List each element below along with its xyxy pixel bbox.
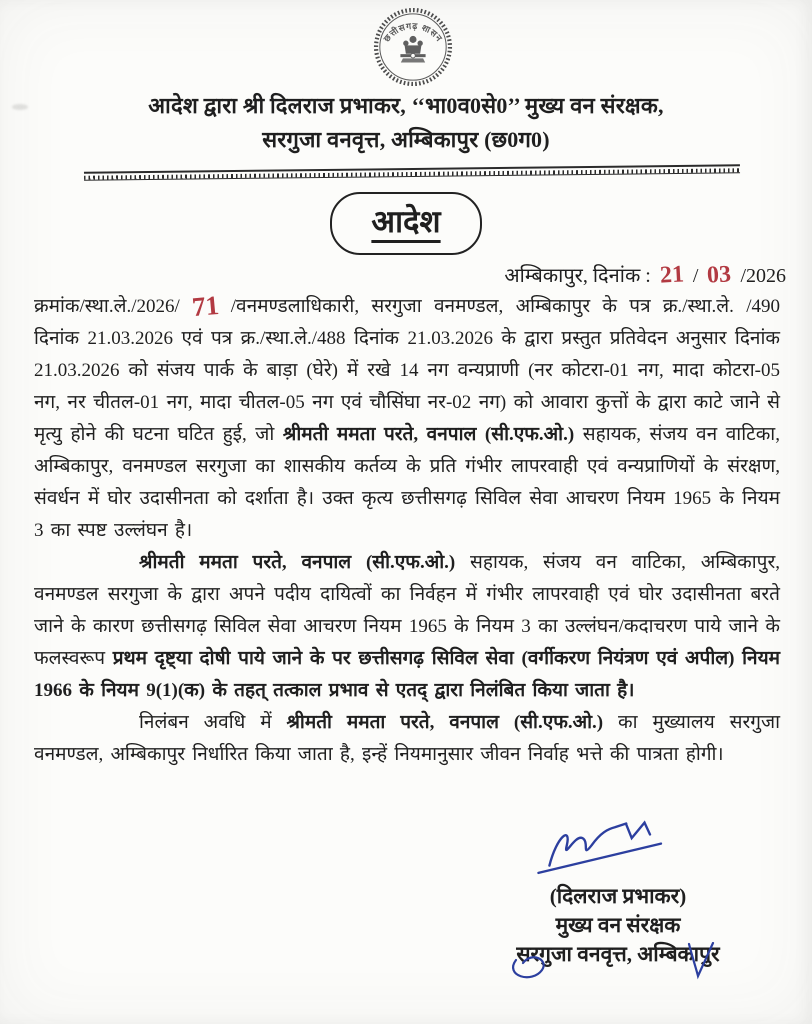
order-body (0, 289, 812, 771)
chhattisgarh-govt-seal-icon (371, 5, 455, 89)
place-date-line (0, 263, 812, 289)
decorative-rule (84, 164, 740, 180)
paragraph-reference-incident: क्रमांक/स्था.ले./2026/ 71 /वनमण्डलाधिकारी, सरगुजा वनमण्डल, अम्बिकापुर के पत्र क्र./स्था.ले. /490 दिनांक 21.03.2026 एवं पत्र क्र./स्था.ले./488 दिनांक 21.03.2026 के द्वारा प्रस्तुत प्रतिवेदन अनुसार दिनांक 21.03.2026 को संजय पार्क के बाड़ा (घेरे) में रखे 14 नग वन्यप्राणी (नर कोटरा-01 नग, मादा कोटरा-05 नग, नर चीतल-01 नग, मादा चीतल-05 नग एवं चौसिंघा नर-02 नग) को आवारा कुत्तों के द्वारा काटे जाने से मृत्यु होने की घटना घटित हुई, जो श्रीमती ममता परते, वनपाल (सी.एफ.ओ.) सहायक, संजय वन वाटिका, अम्बिकापुर, वनमण्डल सरगुजा का शासकीय कर्तव्य के प्रति गंभीर लापरवाही एवं वन्यप्राणियों के संरक्षण, संवर्धन में घोर उदासीनता को दर्शाता है। उक्त कृत्य छत्तीसगढ़ सिविल सेवा आचरण नियम 1965 के नियम 3 का स्पष्ट उल्लंघन है। (34, 289, 780, 541)
paragraph-suspension-order: श्रीमती ममता परते, वनपाल (सी.एफ.ओ.) सहायक, संजय वन वाटिका, अम्बिकापुर, वनमण्डल सरगुजा के द्वारा अपने पदीय दायित्वों का निर्वहन में गंभीर लापरवाही एवं घोर उदासीनता बरते जाने के कारण छत्तीसगढ़ सिविल सेवा आचरण नियम 1965 के नियम 3 का उल्लंघन/कदाचरण पाये जाने के फलस्वरूप प्रथम दृष्ट्या दोषी पाये जाने के पर छत्तीसगढ़ सिविल सेवा (वर्गीकरण नियंत्रण एवं अपील) नियम 1966 के नियम 9(1)(क) के तहत् तत्काल प्रभाव से एतद् द्वारा निलंबित किया जाता है। (34, 552, 780, 701)
signatory-office-row (458, 940, 778, 969)
place-date-prefix: अम्बिकापुर, दिनांक : (504, 265, 651, 287)
ashoka-lion-capital-icon (400, 36, 425, 63)
signature-scribble-icon (513, 818, 723, 882)
order-title-box (330, 192, 482, 255)
seal-label: छत्तीसगढ़ शासन (381, 20, 445, 44)
signature-block (458, 818, 778, 969)
handwritten-month: 03 (706, 261, 733, 289)
signatory-designation: मुख्य वन संरक्षक (555, 913, 681, 937)
signatory-name: (दिलराज प्रभाकर) (549, 884, 687, 908)
signatory-office: सरगुजा वनवृत्त, अम्बिकापुर (516, 942, 720, 966)
letterhead-line-1: आदेश द्वारा श्री दिलराज प्रभाकर, ‘‘भा0व0से0’’ मुख्य वन संरक्षक, (148, 93, 664, 118)
handwritten-day: 21 (659, 261, 685, 289)
scan-smudge (12, 104, 28, 110)
date-separator: / (692, 265, 699, 287)
paragraph-headquarters-allowance: निलंबन अवधि में श्रीमती ममता परते, वनपाल (सी.एफ.ओ.) का मुख्यालय सरगुजा वनमण्डल, अम्बिकापुर निर्धारित किया जाता है, इन्हें नियमानुसार जीवन निर्वाह भत्ते की पात्रता होगी। (34, 712, 780, 765)
letterhead-line-2: सरगुजा वनवृत्त, अम्बिकापुर (छ0ग0) (262, 127, 550, 152)
order-title: आदेश (371, 204, 441, 239)
date-year: /2026 (740, 265, 786, 287)
